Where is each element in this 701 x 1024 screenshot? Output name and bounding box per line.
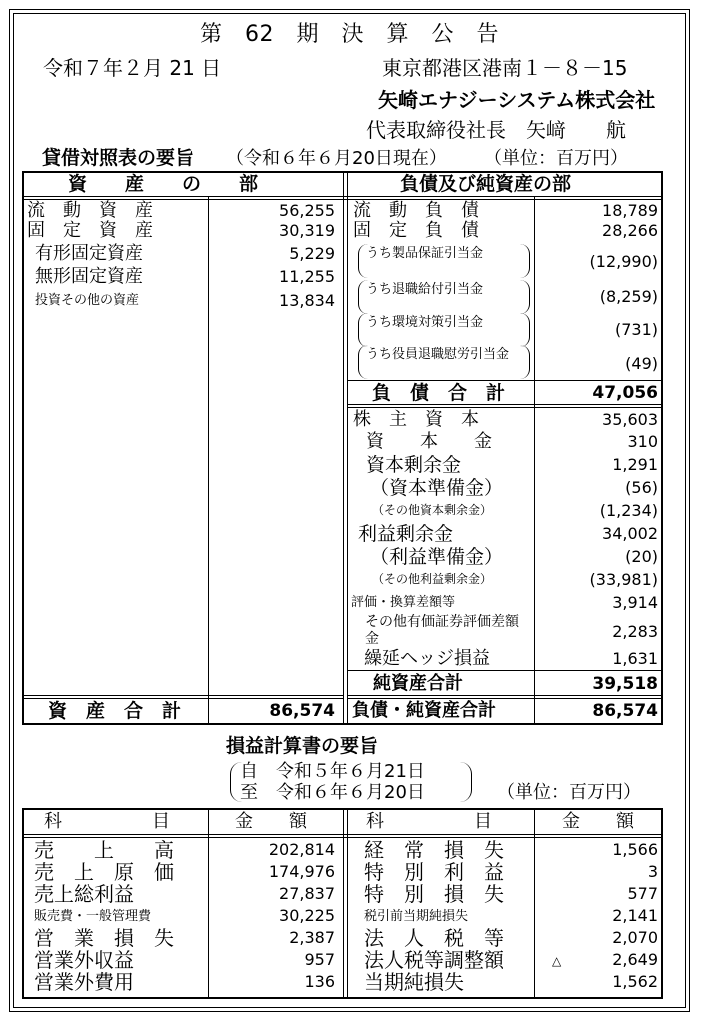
asset-label: 固 定 資 産 <box>27 220 153 241</box>
is-right-value: 2,649 <box>612 950 658 969</box>
equity-value: 1,631 <box>612 649 658 668</box>
is-left-value: 2,387 <box>289 928 335 947</box>
equity-label: 資 本 金 <box>366 431 492 452</box>
is-right-label: 税引前当期純損失 <box>364 909 469 924</box>
equity-label: 資本剰余金 <box>366 454 462 476</box>
is-left-label: 営業外費用 <box>34 970 134 994</box>
equity-label: 株 主 資 本 <box>353 409 479 430</box>
representative: 代表取締役社長 矢﨑 航 <box>366 118 626 142</box>
is-left-label: 販売費・一般管理費 <box>34 909 152 924</box>
is-right-label: 特 別 利 益 <box>364 860 504 884</box>
asset-value: 11,255 <box>279 267 335 286</box>
liability-value: (12,990) <box>589 252 658 271</box>
is-right-value: 1,566 <box>612 840 658 859</box>
asset-label: 有形固定資産 <box>35 243 143 264</box>
equity-total-value: 39,518 <box>592 674 658 694</box>
col-item-left: 科 目 <box>44 811 170 832</box>
equity-value: 3,914 <box>612 593 658 612</box>
negative-mark: △ <box>552 954 562 968</box>
is-left-value: 27,837 <box>279 884 335 903</box>
equity-label: （その他利益剰余金） <box>372 572 493 586</box>
assets-total-label: 資 産 合 計 <box>48 700 182 722</box>
period-from: 自 令和５年６月21日 <box>240 761 425 782</box>
is-right-value: 2,070 <box>612 928 658 947</box>
is-left-label: 営業外収益 <box>34 948 134 972</box>
asset-value: 5,229 <box>289 244 335 263</box>
equity-value: 2,283 <box>612 622 658 641</box>
is-right-value: 3 <box>647 862 658 881</box>
col-amount-left: 金 額 <box>235 811 307 832</box>
equity-label: （利益準備金） <box>370 546 504 568</box>
grand-total-value: 86,574 <box>592 701 658 721</box>
is-right-value: 577 <box>627 884 658 903</box>
bs-unit: （単位：百万円） <box>484 148 628 169</box>
is-left-label: 営 業 損 失 <box>34 926 174 950</box>
liability-label: うち退職給付引当金 <box>366 282 484 297</box>
is-left-value: 30,225 <box>279 906 335 925</box>
assets-total-value: 86,574 <box>269 701 335 721</box>
bs-as-of: （令和６年６月20日現在） <box>226 148 447 169</box>
liabilities-total-value: 47,056 <box>592 383 658 403</box>
notice-date: 令和７年２月 21 日 <box>43 56 222 80</box>
is-heading: 損益計算書の要旨 <box>226 735 379 757</box>
is-right-label: 経 常 損 失 <box>364 838 504 862</box>
is-right-label: 法 人 税 等 <box>364 926 504 950</box>
is-right-label: 特 別 損 失 <box>364 882 504 906</box>
equity-total-label: 純資産合計 <box>373 673 463 694</box>
grand-total-label: 負債・純資産合計 <box>352 700 496 721</box>
is-left-label: 売上総利益 <box>34 882 134 906</box>
is-left-value: 174,976 <box>268 862 335 881</box>
asset-label: 無形固定資産 <box>35 266 143 287</box>
col-item-right: 科 目 <box>366 811 492 832</box>
equity-label: 繰延ヘッジ損益 <box>364 648 490 669</box>
asset-value: 30,319 <box>279 221 335 240</box>
equity-value: (33,981) <box>589 570 658 589</box>
equity-label: 利益剰余金 <box>358 523 454 545</box>
liability-value: 28,266 <box>602 221 658 240</box>
liability-label: 流 動 負 債 <box>353 200 479 221</box>
liability-value: (49) <box>625 354 658 373</box>
asset-label: 流 動 資 産 <box>27 200 153 221</box>
equity-value: 1,291 <box>612 455 658 474</box>
equity-value: 34,002 <box>602 524 658 543</box>
liabilities-total-label: 負 債 合 計 <box>372 382 506 404</box>
liability-value: (8,259) <box>599 287 658 306</box>
col-amount-right: 金 額 <box>562 811 634 832</box>
is-left-value: 136 <box>304 972 335 991</box>
equity-label: 評価・換算差額等 <box>351 595 456 610</box>
liability-value: (731) <box>614 320 658 339</box>
asset-label: 投資その他の資産 <box>35 293 140 308</box>
is-left-label: 売 上 原 価 <box>34 860 174 884</box>
liability-label: うち環境対策引当金 <box>366 315 484 330</box>
is-left-value: 202,814 <box>268 840 335 859</box>
is-left-value: 957 <box>304 950 335 969</box>
liability-label: 固 定 負 債 <box>353 220 479 241</box>
equity-label: （その他資本剰余金） <box>372 503 493 517</box>
notice-title: 第 62 期 決 算 公 告 <box>200 22 499 47</box>
equity-label: （資本準備金） <box>370 477 504 499</box>
equity-value: (1,234) <box>599 501 658 520</box>
liability-label: うち製品保証引当金 <box>366 246 484 261</box>
is-unit: （単位：百万円） <box>497 782 641 803</box>
bs-heading: 貸借対照表の要旨 <box>42 147 195 169</box>
equity-value: (20) <box>625 547 658 566</box>
liabilities-header: 負債及び純資産の部 <box>400 173 572 195</box>
is-right-value: 2,141 <box>612 906 658 925</box>
company-address: 東京都港区港南１－８－15 <box>382 56 628 80</box>
equity-value: 310 <box>627 432 658 451</box>
liability-value: 18,789 <box>602 201 658 220</box>
liability-label: うち役員退職慰労引当金 <box>366 347 510 362</box>
asset-value: 13,834 <box>279 291 335 310</box>
is-right-label: 当期純損失 <box>364 970 464 994</box>
is-right-value: 1,562 <box>612 972 658 991</box>
equity-value: 35,603 <box>602 410 658 429</box>
assets-header: 資 産 の 部 <box>68 173 259 195</box>
equity-label: その他有価証券評価差額金 <box>365 614 519 647</box>
is-right-label: 法人税等調整額 <box>364 948 504 972</box>
is-left-label: 売 上 高 <box>34 838 174 862</box>
equity-value: (56) <box>625 478 658 497</box>
asset-value: 56,255 <box>279 201 335 220</box>
period-to: 至 令和６年６月20日 <box>240 782 425 803</box>
company-name: 矢崎エナジーシステム株式会社 <box>378 88 656 112</box>
